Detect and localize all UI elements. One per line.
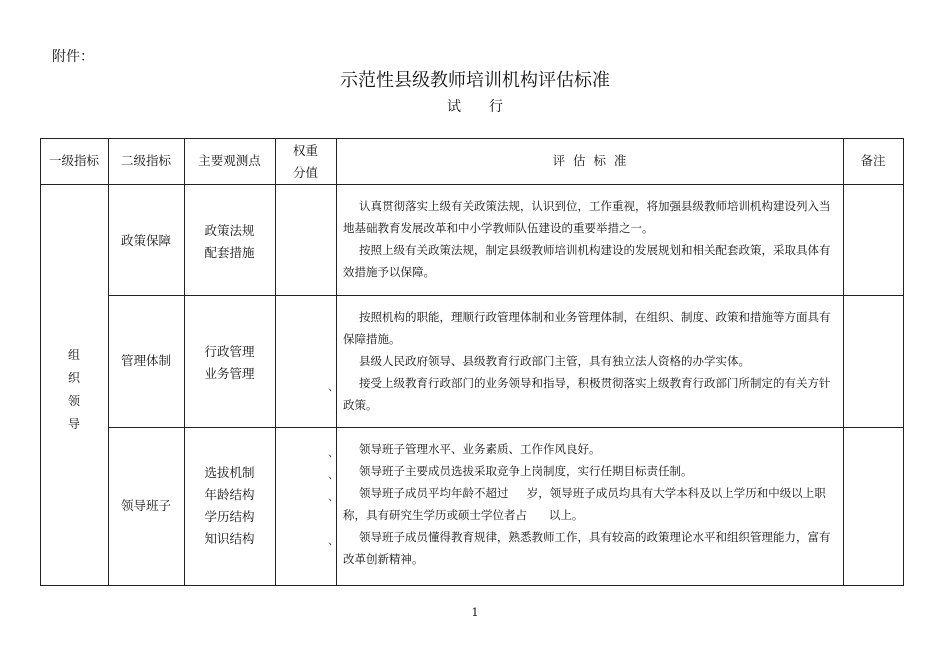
attachment-label: 附件： xyxy=(52,49,94,65)
criteria-item: 领导班子管理水平、业务素质、工作作风良好。 xyxy=(359,442,601,456)
list-mark: 、 xyxy=(328,534,339,547)
header-criteria: 评 估 标 准 xyxy=(552,153,627,168)
row3-level2: 领导班子 xyxy=(120,498,171,513)
row3-criteria xyxy=(343,438,837,570)
criteria-item: 领导班子成员懂得教育规律，熟悉教师工作，具有较高的政策理论水平和组织管理能力，富有改革创新精神。 xyxy=(343,530,831,566)
header-remarks: 备注 xyxy=(860,153,886,168)
subtitle-char-2: 行 xyxy=(489,99,503,115)
header-observation: 主要观测点 xyxy=(198,153,261,168)
row1-point: 配套措施 xyxy=(204,245,255,260)
row1-criteria xyxy=(343,195,837,283)
list-mark: 、 xyxy=(328,490,339,503)
row3-point: 学历结构 xyxy=(204,509,255,524)
level1-char: 领 xyxy=(67,394,80,408)
row3-point: 知识结构 xyxy=(204,531,255,546)
level1-char: 织 xyxy=(67,371,80,385)
level1-char: 导 xyxy=(67,417,80,431)
criteria-item: 接受上级教育行政部门的业务领导和指导，积极贯彻落实上级教育行政部门所制定的有关方针政策。 xyxy=(343,376,831,412)
criteria-item: 领导班子成员平均年龄不超过 岁，领导班子成员均具有大学本科及以上学历和中级以上职称，具有研究生学历或硕士学位者占 以上。 xyxy=(343,486,826,522)
row2-level2: 管理体制 xyxy=(120,353,171,368)
list-mark: 、 xyxy=(328,446,339,459)
row3-point: 年龄结构 xyxy=(204,487,255,502)
row2-point: 业务管理 xyxy=(204,366,255,381)
row1-level2: 政策保障 xyxy=(120,233,171,248)
list-mark: 、 xyxy=(328,468,339,481)
level1-indicator xyxy=(40,344,108,436)
level1-char: 组 xyxy=(67,348,80,362)
criteria-item: 县级人民政府领导、县级教育行政部门主管，具有独立法人资格的办学实体。 xyxy=(359,354,750,368)
header-level1: 一级指标 xyxy=(48,153,99,168)
subtitle-char-1: 试 xyxy=(447,99,461,115)
row1-point: 政策法规 xyxy=(204,223,255,238)
page-number: 1 xyxy=(471,606,479,619)
evaluation-table xyxy=(40,138,904,586)
document-subtitle xyxy=(0,96,950,116)
document-title: 示范性县级教师培训机构评估标准 xyxy=(340,70,610,91)
criteria-item: 按照上级有关政策法规，制定县级教师培训机构建设的发展规划和相关配套政策，采取具体有效措施予以保障。 xyxy=(343,243,831,279)
list-mark: 、 xyxy=(328,380,339,393)
row3-point: 选拔机制 xyxy=(204,465,255,480)
criteria-item: 认真贯彻落实上级有关政策法规，认识到位，工作重视，将加强县级教师培训机构建设列入当地基础教育发展改革和中小学教师队伍建设的重要举措之一。 xyxy=(343,199,831,235)
row2-point: 行政管理 xyxy=(204,344,255,359)
header-weight-line2: 分值 xyxy=(292,165,318,180)
row2-criteria xyxy=(343,306,837,416)
criteria-item: 领导班子主要成员选拔采取竞争上岗制度，实行任期目标责任制。 xyxy=(359,464,693,478)
criteria-item: 按照机构的职能，理顺行政管理体制和业务管理体制，在组织、制度、政策和措施等方面具有保障措施。 xyxy=(343,310,831,346)
header-weight-line1: 权重 xyxy=(292,143,318,158)
header-level2: 二级指标 xyxy=(120,153,171,168)
